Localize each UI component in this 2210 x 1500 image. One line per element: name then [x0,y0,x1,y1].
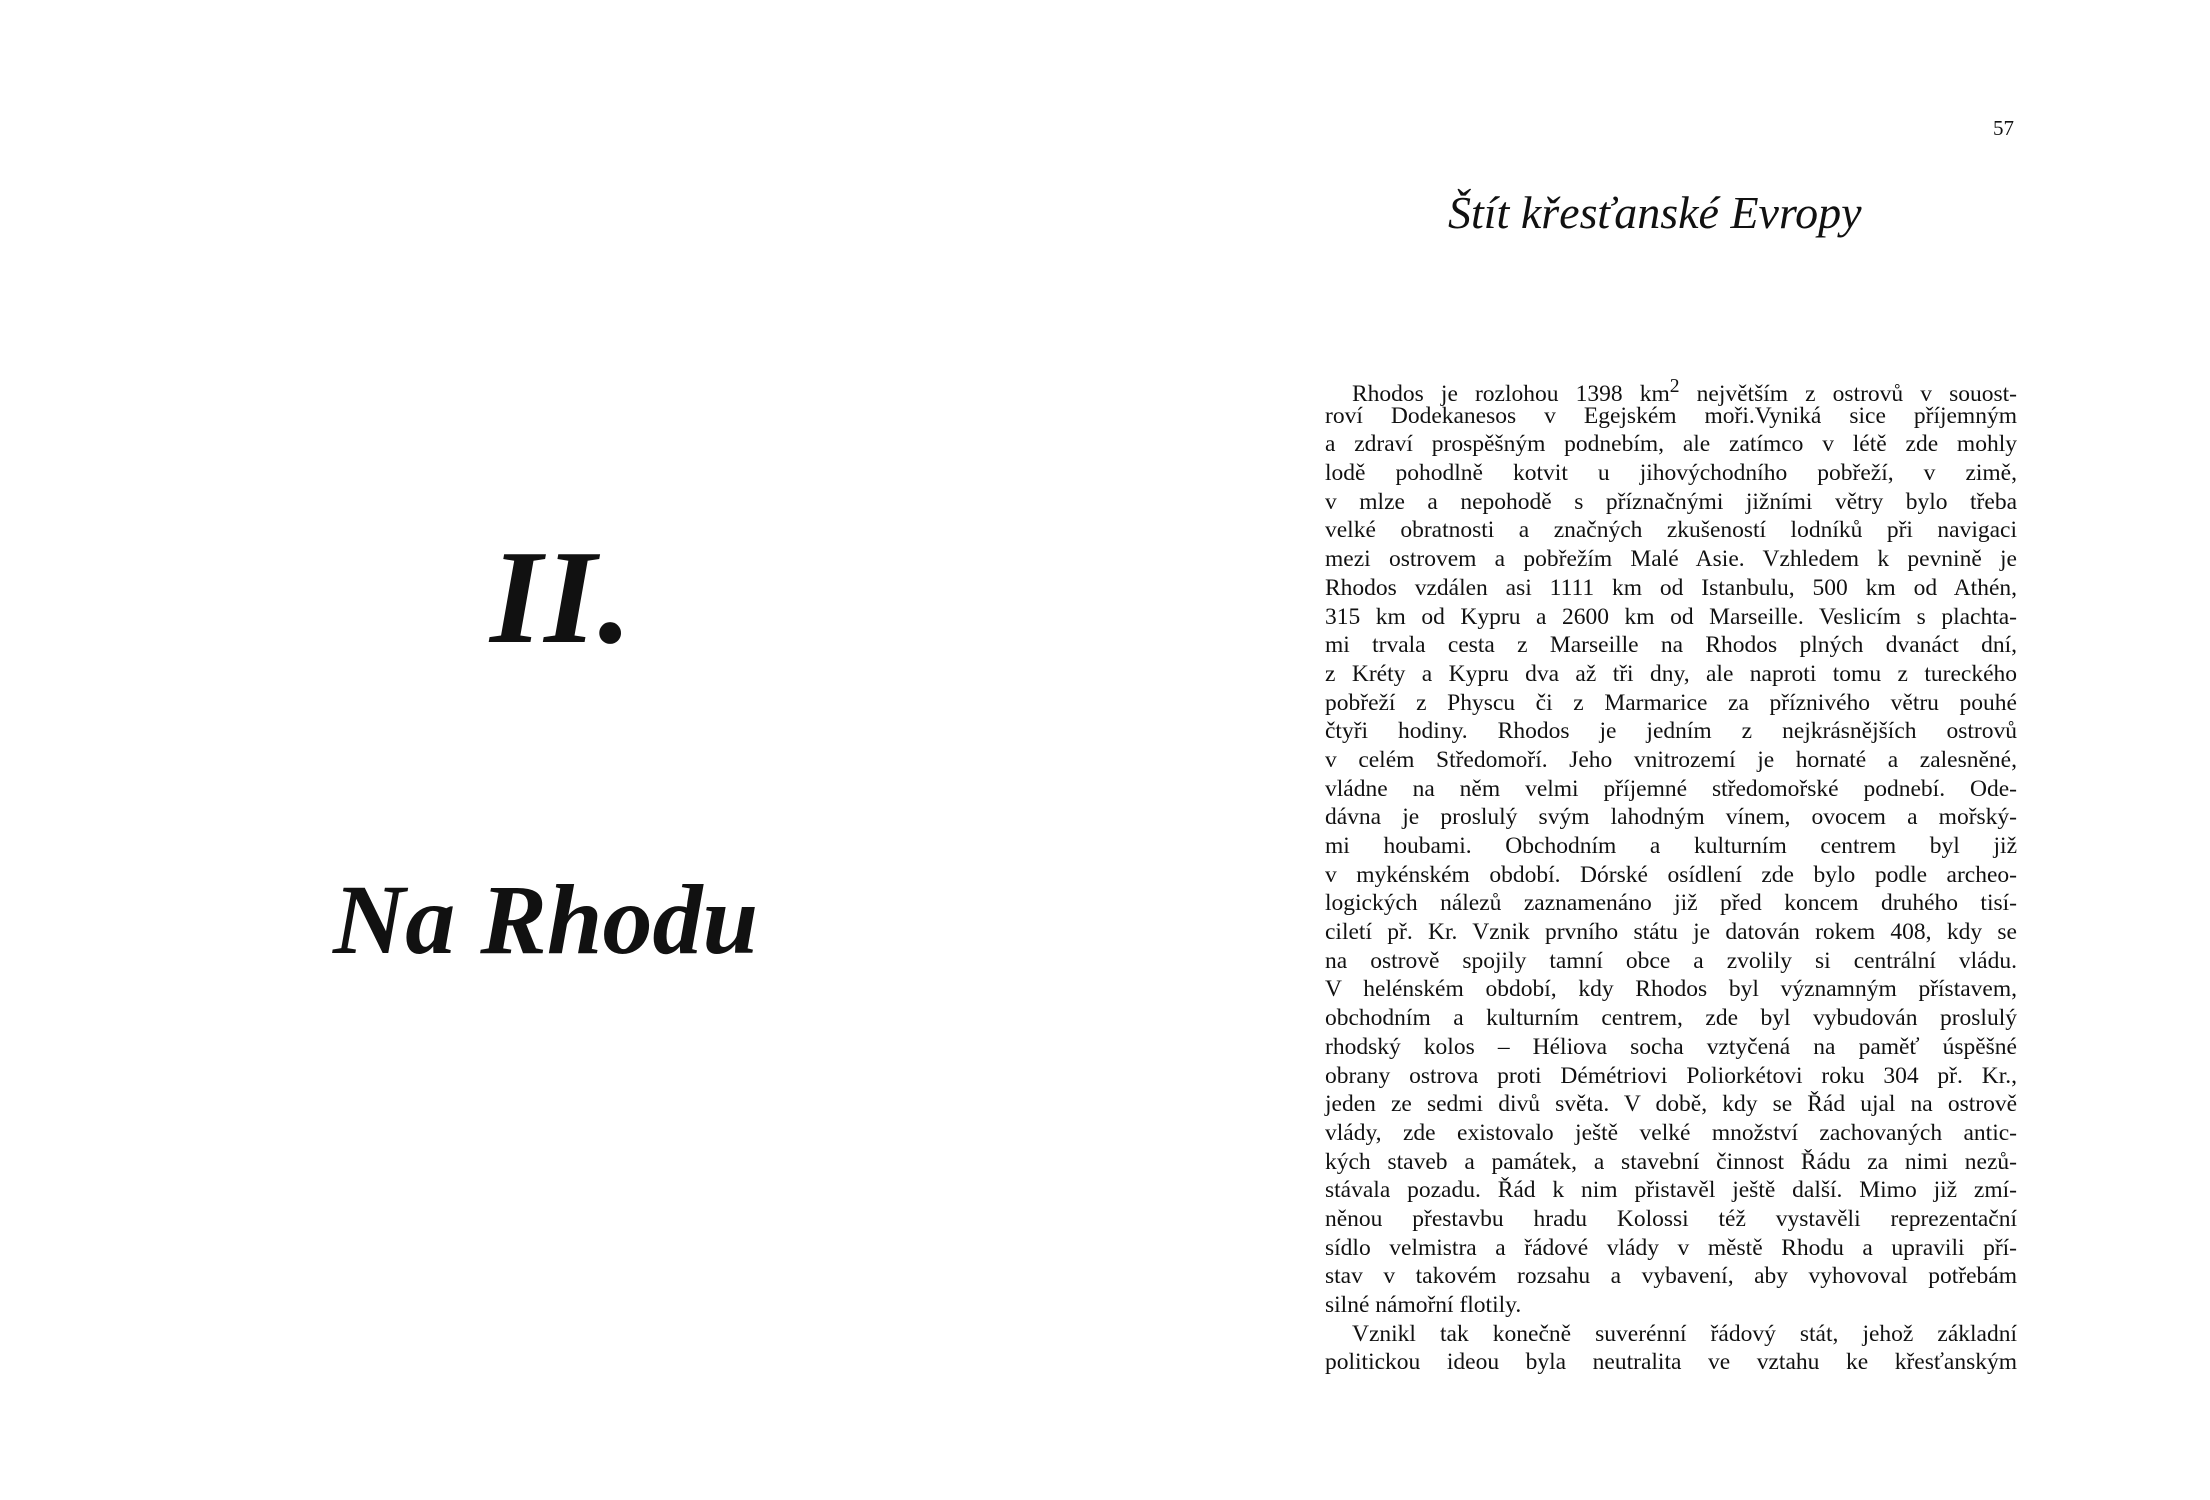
text-line: Rhodos vzdálen asi 1111 km od Istanbulu, 500 km od Athén, [1325,574,2017,601]
text-line: politickou ideou byla neutralita ve vztahu ke křesťanským [1325,1349,2017,1376]
text-line [1325,373,2017,407]
text-line: pobřeží z Physcu či z Marmarice za příznivého větru pouhé [1325,689,2017,716]
text-line: stávala pozadu. Řád k nim přistavěl ještě další. Mimo již zmí- [1325,1177,2017,1204]
text-line: a zdraví prospěšným podnebím, ale zatímco v létě zde mohly [1325,431,2017,458]
text-line: dávna je proslulý svým lahodným vínem, ovocem a mořský- [1325,804,2017,831]
text-line: silné námořní flotily. [1325,1292,1522,1318]
text-line: ciletí př. Kr. Vznik prvního státu je datován rokem 408, kdy se [1325,919,2017,946]
text-line: 315 km od Kypru a 2600 km od Marseille. Veslicím s plachta- [1325,603,2017,630]
chapter-number: II. [490,523,634,671]
text-line: lodě pohodlně kotvit u jihovýchodního pobřeží, v zimě, [1325,460,2017,487]
text-line: v mlze a nepohodě s příznačnými jižními větry bylo třeba [1325,488,2017,515]
superscript: 2 [1669,376,1680,397]
body-text [1325,373,2017,1377]
text-line: V helénském období, kdy Rhodos byl významným přístavem, [1325,976,2017,1003]
text-line: vládne na něm velmi příjemné středomořské podnebí. Ode- [1325,775,2017,802]
text-line: v mykénském období. Dórské osídlení zde bylo podle archeo- [1325,861,2017,888]
text-line: na ostrově spojily tamní obce a zvolily si centrální vládu. [1325,947,2017,974]
text-line: mezi ostrovem a pobřežím Malé Asie. Vzhledem k pevnině je [1325,546,2017,573]
right-page [1105,0,2210,1500]
text-line: velké obratnosti a značných zkušeností lodníků při navigaci [1325,517,2017,544]
text-line: mi trvala cesta z Marseille na Rhodos plných dvanáct dní, [1325,632,2017,659]
chapter-title: Na Rhodu [333,864,759,975]
text-line: v celém Středomoří. Jeho vnitrozemí je hornaté a zalesněné, [1325,746,2017,773]
page-number: 57 [1993,116,2014,140]
text-line: Vznikl tak konečně suverénní řádový stát, jehož základní [1352,1320,2017,1347]
text-line: čtyři hodiny. Rhodos je jedním z nejkrásnějších ostrovů [1325,718,2017,745]
text-line: kých staveb a památek, a stavební činnost Řádu za nimi nezů- [1325,1148,2017,1175]
text-line: rhodský kolos – Héliova socha vztyčená na paměť úspěšné [1325,1033,2017,1060]
text-fragment: Rhodos je rozlohou 1398 km [1352,380,1670,407]
text-line: obrany ostrova proti Démétriovi Poliorkétovi roku 304 př. Kr., [1325,1062,2017,1089]
running-title: Štít křesťanské Evropy [1448,187,1862,238]
text-line: obchodním a kulturním centrem, zde byl vybudován proslulý [1325,1005,2017,1032]
text-line: logických nálezů zaznamenáno již před koncem druhého tisí- [1325,890,2017,917]
text-line: stav v takovém rozsahu a vybavení, aby vyhovoval potřebám [1325,1263,2017,1290]
text-line: z Kréty a Kypru dva až tři dny, ale naproti tomu z tureckého [1325,660,2017,687]
text-line: roví Dodekanesos v Egejském moři.Vyniká sice příjemným [1325,402,2017,429]
text-line: jeden ze sedmi divů světa. V době, kdy se Řád ujal na ostrově [1325,1091,2017,1118]
text-line: vlády, zde existovalo ještě velké množství zachovaných antic- [1325,1119,2017,1146]
text-line: sídlo velmistra a řádové vlády v městě Rhodu a upravili pří- [1325,1234,2017,1261]
text-line: mi houbami. Obchodním a kulturním centrem byl již [1325,833,2017,859]
text-line: něnou přestavbu hradu Kolossi též vystavěli reprezentační [1325,1205,2017,1232]
text-fragment: největším z ostrovů v souost- [1679,380,2017,407]
